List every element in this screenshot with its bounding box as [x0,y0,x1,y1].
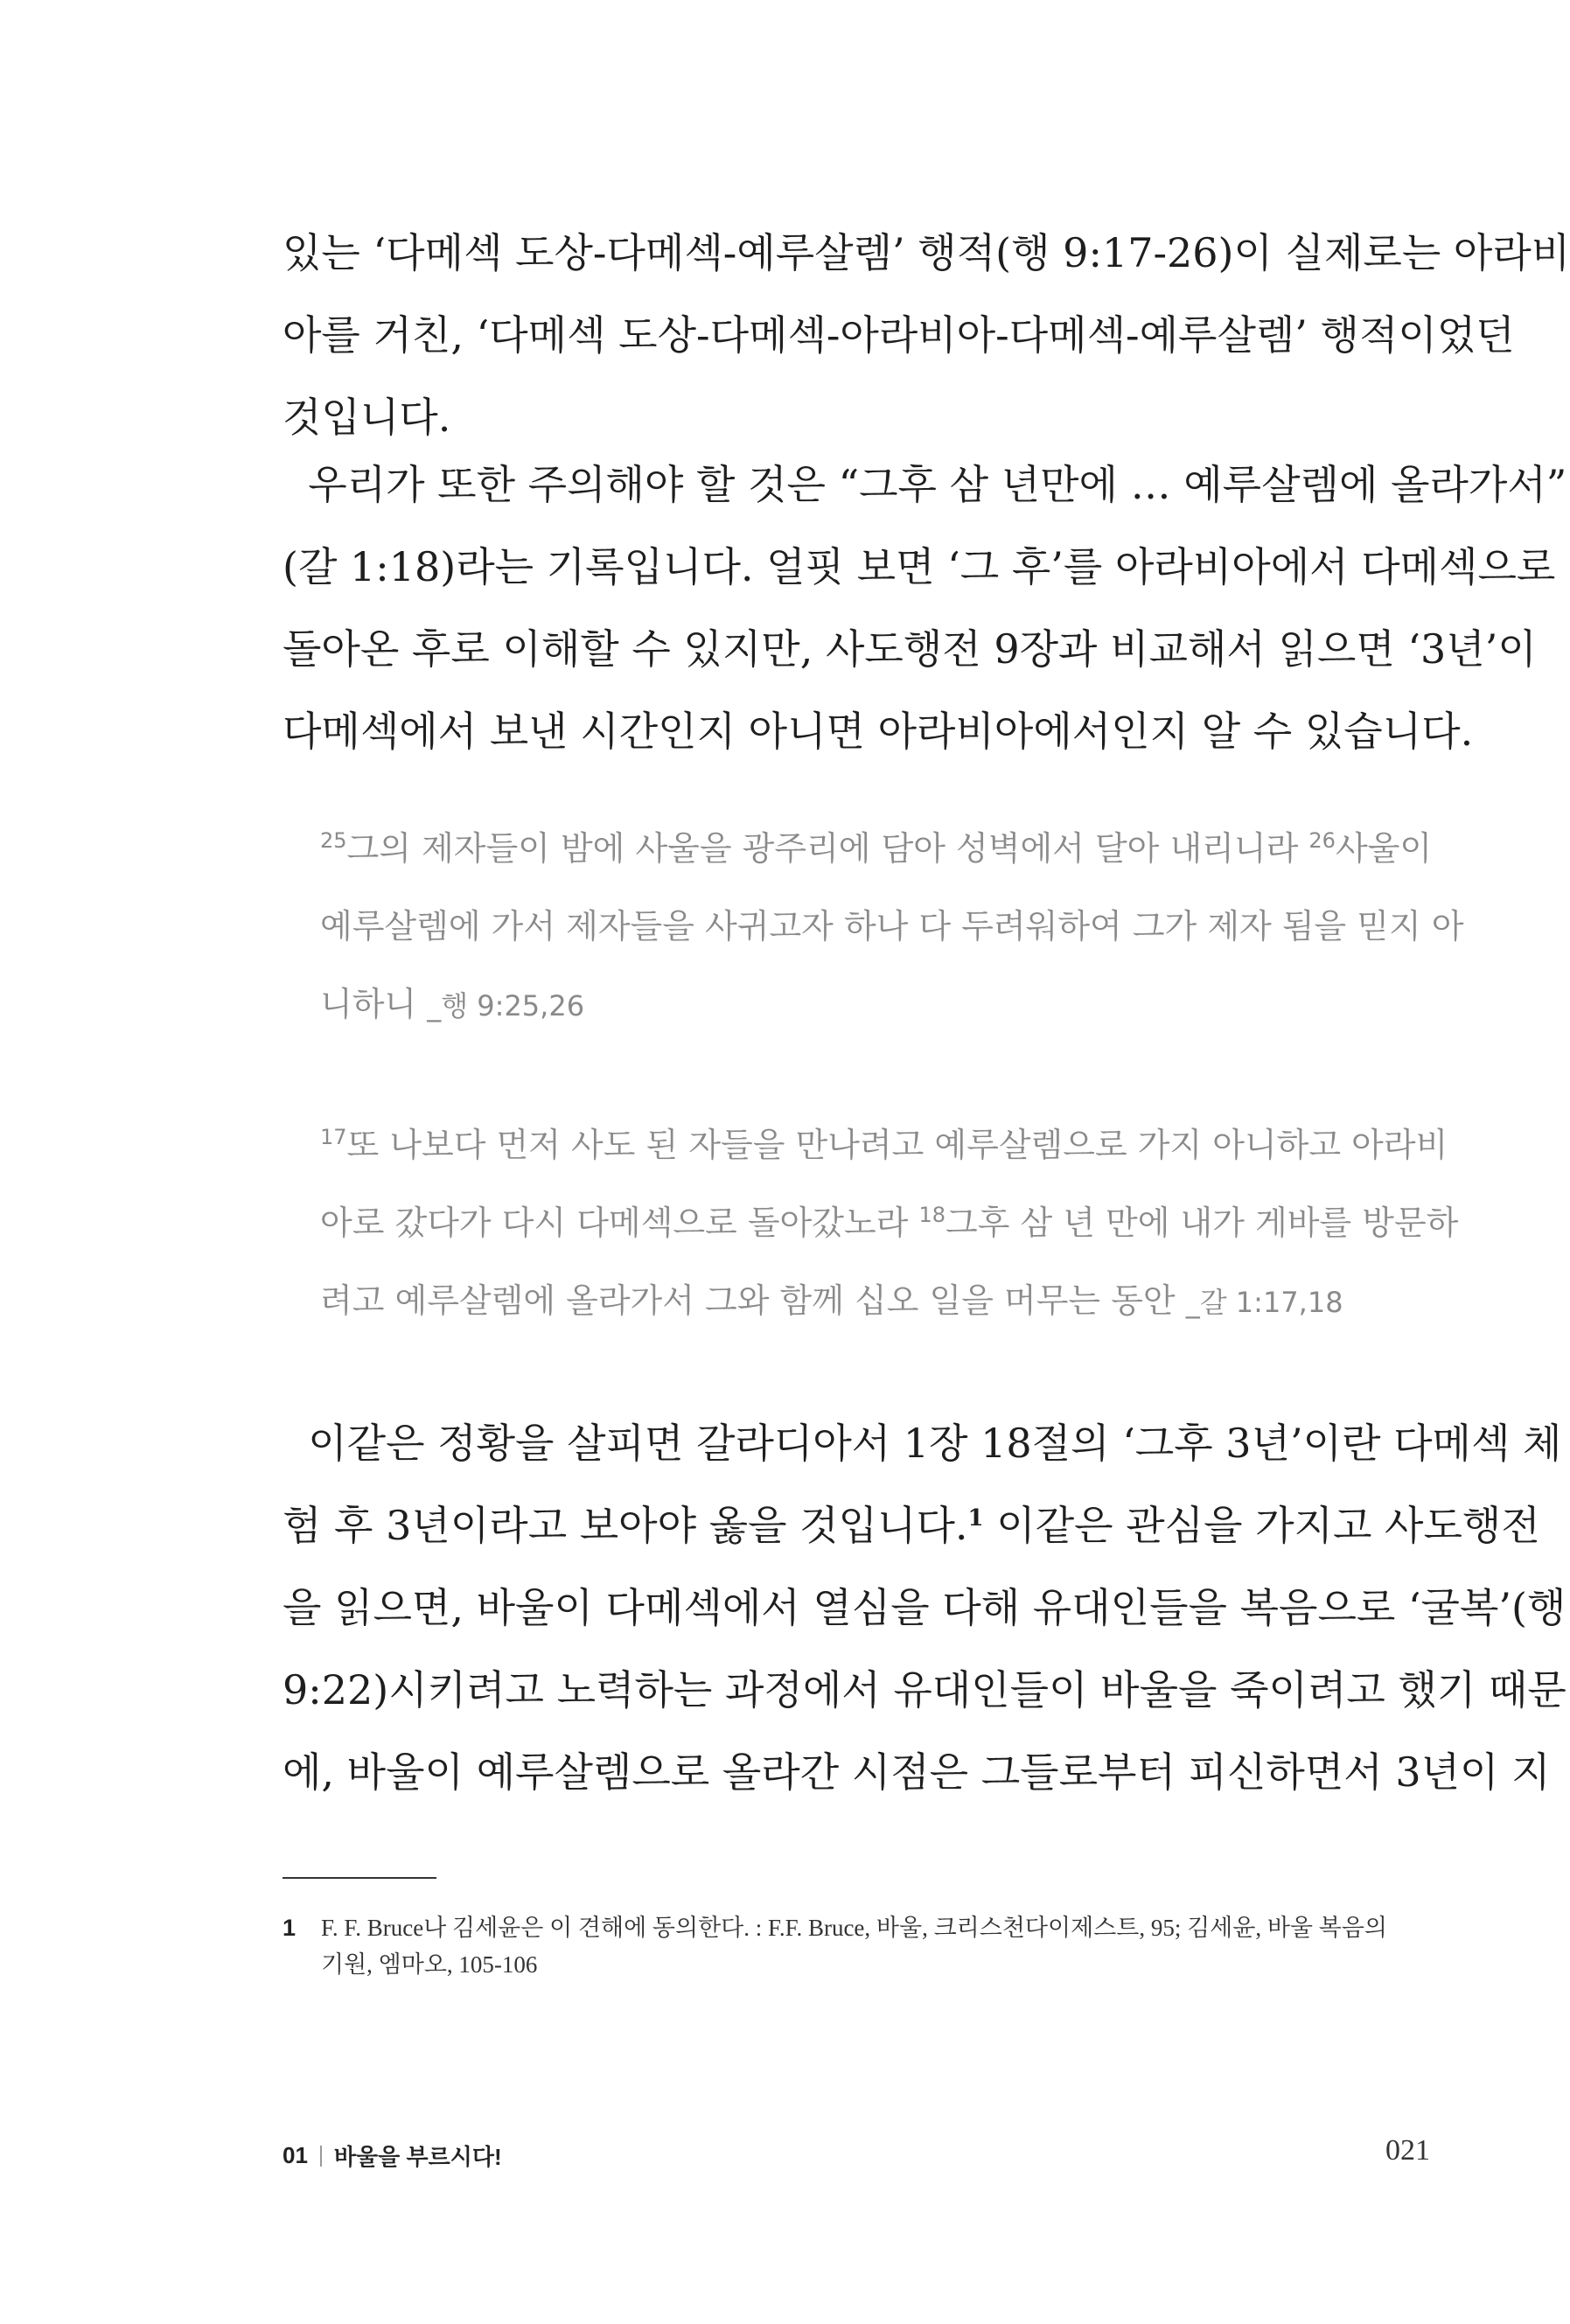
footnote [283,1909,1399,1983]
text-line: 험 후 3년이라고 보아야 옳을 것입니다.$^1$ 이같은 관심을 가지고 사도행전 [283,1502,1540,1549]
text-line: 이같은 정황을 살피면 갈라디아서 1장 18절의 ‘그후 3년’이란 다메섹 체 [283,1420,1562,1467]
footnote-text: F. F. Bruce나 김세윤은 이 견해에 동의한다. : F.F. Bruce, 바울, 크리스천다이제스트, 95; 김세윤, 바울 복음의 기원, 엠마오, 105-106 [321,1915,1387,1978]
chapter-title: 바울을 부르시다! [333,2144,502,2170]
verse-number: 18 [918,1203,945,1227]
text-line: 아를 거친, ‘다메섹 도상-다메섹-아라비아-다메섹-예루살렘’ 행적이었던 [283,311,1515,359]
text-line: 돌아온 후로 이해할 수 있지만, 사도행전 9장과 비교해서 읽으면 ‘3년’이 [283,625,1537,673]
paragraph-1 [283,212,1570,458]
quote-line: $^{17}$또 나보다 먼저 사도 된 자들을 만나려고 예루살렘으로 가지 아니하고 아라비 [320,1125,1448,1164]
page-number: 021 [1385,2134,1430,2167]
text-line: 있는 ‘다메섹 도상-다메섹-예루살렘’ 행적(행 9:17-26)이 실제로는 아라비 [283,229,1570,276]
text-line: 을 읽으면, 바울이 다메섹에서 열심을 다해 유대인들을 복음으로 ‘굴복’(행 [283,1584,1567,1631]
verse-number: 25 [320,828,347,853]
quote-line: 아로 갔다가 다시 다메섹으로 돌아갔노라 $^{18}$그후 삼 년 만에 내가 게바를 방문하 [320,1203,1459,1242]
running-head [283,2139,502,2172]
running-head-separator [320,2146,322,2167]
paragraph-3 [283,1402,1567,1813]
scripture-reference: _갈 1:17,18 [1185,1286,1343,1319]
text-line: 우리가 또한 주의해야 할 것은 “그후 삼 년만에 … 예루살렘에 올라가서” [283,461,1567,508]
text-line: 에, 바울이 예루살렘으로 올라간 시점은 그들로부터 피신하면서 3년이 지 [283,1748,1551,1796]
verse-number: 17 [320,1125,347,1149]
scripture-reference: _행 9:25,26 [427,989,585,1022]
text-line: 것입니다. [283,394,451,441]
quote-line: 려고 예루살렘에 올라가서 그와 함께 십오 일을 머무는 동안 _갈 1:17,18 [320,1281,1343,1320]
footnote-number: 1 [283,1915,297,1941]
quote-line: 니하니 _행 9:25,26 [320,985,585,1023]
paragraph-2 [283,443,1567,772]
quote-line: $^{25}$그의 제자들이 밤에 사울을 광주리에 담아 성벽에서 달아 내리니라 $^{26}$사울이 [320,828,1433,868]
text-line: (갈 1:18)라는 기록입니다. 얼핏 보면 ‘그 후’를 아라비아에서 다메섹으로 [283,543,1556,590]
scripture-quote-acts [320,810,1464,1043]
chapter-number: 01 [283,2142,308,2168]
verse-number: 26 [1308,828,1336,853]
scripture-quote-galatians [320,1106,1459,1340]
footnote-marker[interactable]: 1 [967,1505,984,1532]
quote-line: 예루살렘에 가서 제자들을 사귀고자 하나 다 두려워하여 그가 제자 됨을 믿지 아 [320,907,1464,946]
text-line: 다메섹에서 보낸 시간인지 아니면 아라비아에서인지 알 수 있습니다. [283,708,1474,755]
footnote-divider [283,1877,436,1879]
text-line: 9:22)시키려고 노력하는 과정에서 유대인들이 바울을 죽이려고 했기 때문 [283,1666,1567,1713]
